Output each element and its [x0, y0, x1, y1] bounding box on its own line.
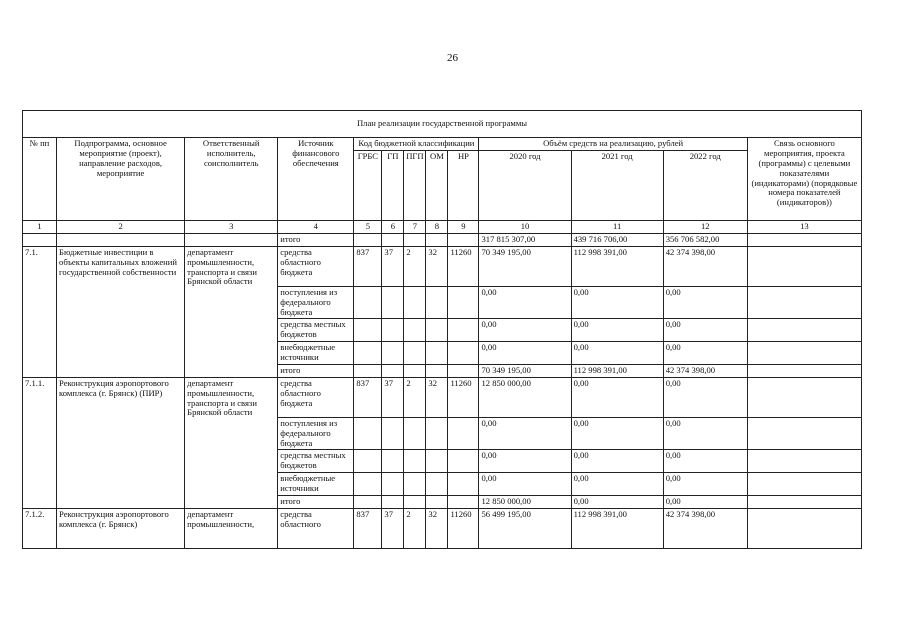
code-grbs — [354, 364, 382, 377]
source-cell: средства областного бюджета — [278, 246, 354, 286]
code-np — [448, 319, 479, 342]
row-number: 7.1. — [23, 246, 57, 377]
code-grbs — [354, 473, 382, 496]
amount-2022: 0,00 — [663, 450, 747, 473]
header-executor: Ответственный исполнитель, соисполнитель — [185, 138, 278, 221]
empty-cell — [354, 233, 382, 246]
code-gp — [382, 342, 404, 365]
code-pgp: 2 — [404, 508, 426, 548]
code-om — [426, 364, 448, 377]
code-om — [426, 417, 448, 450]
column-number: 8 — [426, 220, 448, 233]
amount-2022: 0,00 — [663, 417, 747, 450]
code-np: 11260 — [448, 377, 479, 417]
column-number-row — [23, 220, 862, 233]
header-grbs: ГРБС — [354, 150, 382, 220]
code-np: 11260 — [448, 508, 479, 548]
page-number: 26 — [447, 52, 458, 64]
code-grbs — [354, 319, 382, 342]
header-gp: ГП — [382, 150, 404, 220]
empty-cell — [747, 233, 861, 246]
column-number: 7 — [404, 220, 426, 233]
code-pgp — [404, 364, 426, 377]
amount-2022: 0,00 — [663, 377, 747, 417]
code-grbs: 837 — [354, 508, 382, 548]
empty-cell — [23, 233, 57, 246]
code-np — [448, 286, 479, 319]
indicator-link-cell — [747, 319, 861, 342]
activity-name: Реконструкция аэропортового комплекса (г. Брянск) — [57, 508, 185, 548]
source-cell: итого — [278, 495, 354, 508]
column-number: 1 — [23, 220, 57, 233]
empty-cell — [185, 233, 278, 246]
amount-2020: 0,00 — [479, 319, 571, 342]
code-gp: 37 — [382, 246, 404, 286]
header-subprogram: Подпрограмма, основное мероприятие (проект), направление расходов, мероприятие — [57, 138, 185, 221]
amount-2020: 70 349 195,00 — [479, 246, 571, 286]
amount-2020: 0,00 — [479, 286, 571, 319]
top-total-row — [23, 233, 862, 246]
amount-2020: 0,00 — [479, 473, 571, 496]
indicator-link-cell — [747, 450, 861, 473]
amount-2021: 0,00 — [571, 417, 663, 450]
code-np — [448, 364, 479, 377]
indicator-link-cell — [747, 417, 861, 450]
code-om: 32 — [426, 377, 448, 417]
source-cell: средства областного — [278, 508, 354, 548]
row-number: 7.1.1. — [23, 377, 57, 508]
indicator-link-cell — [747, 508, 861, 548]
source-cell: внебюджетные источники — [278, 473, 354, 496]
header-budget-code: Код бюджетной классификации — [354, 138, 479, 151]
source-cell: средства местных бюджетов — [278, 319, 354, 342]
code-grbs — [354, 450, 382, 473]
empty-cell — [426, 233, 448, 246]
code-pgp: 2 — [404, 377, 426, 417]
amount-2021: 439 716 706,00 — [571, 233, 663, 246]
column-number: 4 — [278, 220, 354, 233]
empty-cell — [448, 233, 479, 246]
amount-2021: 0,00 — [571, 342, 663, 365]
code-gp — [382, 473, 404, 496]
column-number: 2 — [57, 220, 185, 233]
amount-2020: 56 499 195,00 — [479, 508, 571, 548]
code-np — [448, 495, 479, 508]
code-np — [448, 450, 479, 473]
amount-2020: 0,00 — [479, 450, 571, 473]
code-gp — [382, 495, 404, 508]
column-number: 9 — [448, 220, 479, 233]
code-om: 32 — [426, 246, 448, 286]
indicator-link-cell — [747, 364, 861, 377]
code-pgp — [404, 417, 426, 450]
code-np: 11260 — [448, 246, 479, 286]
header-2022: 2022 год — [663, 150, 747, 220]
code-gp — [382, 417, 404, 450]
amount-2022: 42 374 398,00 — [663, 508, 747, 548]
executor-name: департамент промышленности, транспорта и связи Брянской области — [185, 246, 278, 377]
code-gp — [382, 286, 404, 319]
column-number: 6 — [382, 220, 404, 233]
header-link: Связь основного мероприятия, проекта (программы) с целевыми показателями (индикаторами) (порядковые номера показателей (индикаторов)) — [747, 138, 861, 221]
source-cell: поступления из федерального бюджета — [278, 286, 354, 319]
table-title: План реализации государственной программы — [23, 111, 862, 138]
code-pgp — [404, 473, 426, 496]
header-2020: 2020 год — [479, 150, 571, 220]
source-cell: средства областного бюджета — [278, 377, 354, 417]
executor-name: департамент промышленности, транспорта и связи Брянской области — [185, 377, 278, 508]
amount-2020: 12 850 000,00 — [479, 377, 571, 417]
amount-2021: 112 998 391,00 — [571, 364, 663, 377]
code-np — [448, 417, 479, 450]
header-source: Источник финансового обеспечения — [278, 138, 354, 221]
amount-2020: 317 815 307,00 — [479, 233, 571, 246]
code-grbs — [354, 495, 382, 508]
code-pgp: 2 — [404, 246, 426, 286]
code-om — [426, 342, 448, 365]
header-no: № пп — [23, 138, 57, 221]
amount-2021: 112 998 391,00 — [571, 508, 663, 548]
amount-2021: 0,00 — [571, 319, 663, 342]
code-om — [426, 473, 448, 496]
amount-2022: 0,00 — [663, 473, 747, 496]
code-om — [426, 286, 448, 319]
code-np — [448, 342, 479, 365]
code-pgp — [404, 286, 426, 319]
header-np: НР — [448, 150, 479, 220]
column-number: 12 — [663, 220, 747, 233]
amount-2020: 12 850 000,00 — [479, 495, 571, 508]
code-pgp — [404, 495, 426, 508]
code-gp — [382, 364, 404, 377]
amount-2021: 112 998 391,00 — [571, 246, 663, 286]
header-pgp: ПГП — [404, 150, 426, 220]
code-pgp — [404, 319, 426, 342]
source-cell: итого — [278, 233, 354, 246]
source-cell: внебюджетные источники — [278, 342, 354, 365]
amount-2020: 0,00 — [479, 342, 571, 365]
header-volume: Объём средств на реализацию, рублей — [479, 138, 747, 151]
source-cell: итого — [278, 364, 354, 377]
activity-name: Реконструкция аэропортового комплекса (г. Брянск) (ПИР) — [57, 377, 185, 508]
code-grbs — [354, 286, 382, 319]
code-pgp — [404, 450, 426, 473]
executor-name: департамент промышленности, — [185, 508, 278, 548]
source-cell: средства местных бюджетов — [278, 450, 354, 473]
column-number: 3 — [185, 220, 278, 233]
header-om: ОМ — [426, 150, 448, 220]
indicator-link-cell — [747, 342, 861, 365]
code-grbs — [354, 342, 382, 365]
indicator-link-cell — [747, 473, 861, 496]
amount-2022: 0,00 — [663, 342, 747, 365]
code-np — [448, 473, 479, 496]
row-number: 7.1.2. — [23, 508, 57, 548]
amount-2021: 0,00 — [571, 377, 663, 417]
program-plan-table — [22, 110, 862, 549]
code-om — [426, 450, 448, 473]
indicator-link-cell — [747, 495, 861, 508]
header-2021: 2021 год — [571, 150, 663, 220]
code-gp — [382, 319, 404, 342]
column-number: 5 — [354, 220, 382, 233]
amount-2020: 70 349 195,00 — [479, 364, 571, 377]
code-grbs — [354, 417, 382, 450]
code-om — [426, 319, 448, 342]
amount-2021: 0,00 — [571, 495, 663, 508]
indicator-link-cell — [747, 286, 861, 319]
code-om: 32 — [426, 508, 448, 548]
code-gp: 37 — [382, 508, 404, 548]
empty-cell — [382, 233, 404, 246]
amount-2022: 42 374 398,00 — [663, 364, 747, 377]
source-cell: поступления из федерального бюджета — [278, 417, 354, 450]
code-grbs: 837 — [354, 377, 382, 417]
code-om — [426, 495, 448, 508]
amount-2021: 0,00 — [571, 473, 663, 496]
empty-cell — [404, 233, 426, 246]
activity-name: Бюджетные инвестиции в объекты капитальных вложений государственной собственности — [57, 246, 185, 377]
table-row — [23, 246, 862, 286]
amount-2020: 0,00 — [479, 417, 571, 450]
column-number: 11 — [571, 220, 663, 233]
amount-2021: 0,00 — [571, 450, 663, 473]
code-gp: 37 — [382, 377, 404, 417]
amount-2022: 0,00 — [663, 319, 747, 342]
empty-cell — [57, 233, 185, 246]
indicator-link-cell — [747, 246, 861, 286]
table-row — [23, 508, 862, 548]
amount-2022: 0,00 — [663, 495, 747, 508]
amount-2022: 42 374 398,00 — [663, 246, 747, 286]
code-grbs: 837 — [354, 246, 382, 286]
table-row — [23, 377, 862, 417]
code-pgp — [404, 342, 426, 365]
indicator-link-cell — [747, 377, 861, 417]
code-gp — [382, 450, 404, 473]
column-number: 13 — [747, 220, 861, 233]
column-number: 10 — [479, 220, 571, 233]
amount-2021: 0,00 — [571, 286, 663, 319]
amount-2022: 0,00 — [663, 286, 747, 319]
amount-2022: 356 706 582,00 — [663, 233, 747, 246]
